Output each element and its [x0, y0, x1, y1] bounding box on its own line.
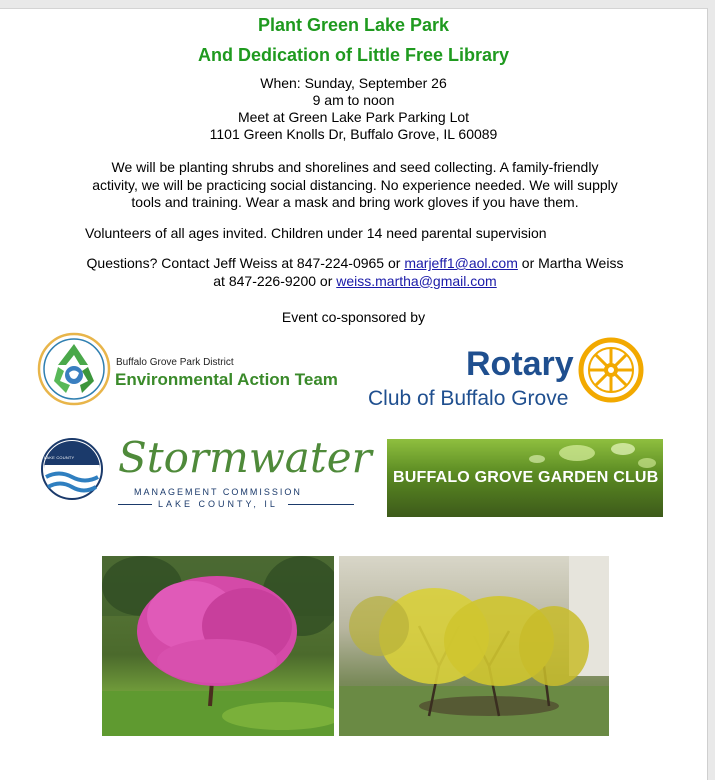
rotary-logo: [366, 331, 656, 413]
stormwater-county: LAKE COUNTY, IL: [158, 499, 278, 509]
redbud-tree-photo: [102, 556, 334, 736]
description-line-2: activity, we will be practicing social distancing. No experience needed. We will supply: [92, 176, 618, 193]
event-subtitle: And Dedication of Little Free Library: [197, 45, 510, 65]
contact-prefix: Questions? Contact Jeff Weiss at 847-224-0965 or: [86, 255, 405, 271]
lake-county-badge-icon: [40, 437, 104, 501]
bgpd-eat-logo: [36, 331, 356, 407]
stormwater-rule-left: [118, 504, 152, 505]
event-time: 9 am to noon: [312, 92, 395, 108]
rotary-wordmark: Rotary: [466, 345, 574, 383]
bgpd-subtitle: Buffalo Grove Park District: [116, 357, 234, 368]
email-link-martha[interactable]: weiss.martha@gmail.com: [336, 272, 497, 289]
contact-line-2: [40, 273, 670, 291]
email-link-jeff[interactable]: marjeff1@aol.com: [404, 255, 518, 271]
stormwater-rule-right: [288, 504, 354, 505]
contact-line2-prefix: at 847-226-9200 or: [213, 272, 337, 289]
event-when: When: Sunday, September 26: [260, 75, 447, 91]
description-line-3: tools and training. Wear a mask and bring work gloves if you have them.: [131, 194, 579, 210]
redbud-tree-illustration: [102, 556, 334, 736]
stormwater-wordmark: Stormwater: [118, 433, 372, 482]
event-meet: Meet at Green Lake Park Parking Lot: [237, 109, 470, 125]
stormwater-commission: MANAGEMENT COMMISSION: [134, 487, 302, 497]
recycle-icon: [36, 331, 112, 407]
garden-club-logo: [387, 439, 663, 517]
contact-line-1: [40, 255, 670, 273]
witch-hazel-illustration: [339, 556, 609, 736]
contact-paragraph: [40, 255, 670, 290]
description-line-1: We will be planting shrubs and shorelines and seed collecting. A family-friendly: [111, 159, 599, 175]
rotary-club-name: Club of Buffalo Grove: [368, 387, 569, 410]
event-title: Plant Green Lake Park: [257, 15, 450, 35]
cosponsored-label: Event co-sponsored by: [281, 309, 426, 325]
garden-club-name: BUFFALO GROVE GARDEN CLUB: [393, 469, 659, 486]
document-page: [0, 8, 708, 780]
event-address: 1101 Green Knolls Dr, Buffalo Grove, IL 60089: [209, 126, 498, 142]
stormwater-logo: [40, 433, 372, 509]
volunteers-note: Volunteers of all ages invited. Children under 14 need parental supervision: [85, 225, 547, 241]
description-paragraph: [60, 159, 650, 212]
lake-county-badge-text: LAKE COUNTY: [44, 455, 75, 460]
eat-title: Environmental Action Team: [115, 370, 338, 389]
contact-middle: or Martha Weiss: [517, 255, 624, 271]
rotary-ring-text: [366, 331, 367, 332]
witch-hazel-photo: [339, 556, 609, 736]
rotary-wheel-icon: [578, 337, 644, 403]
